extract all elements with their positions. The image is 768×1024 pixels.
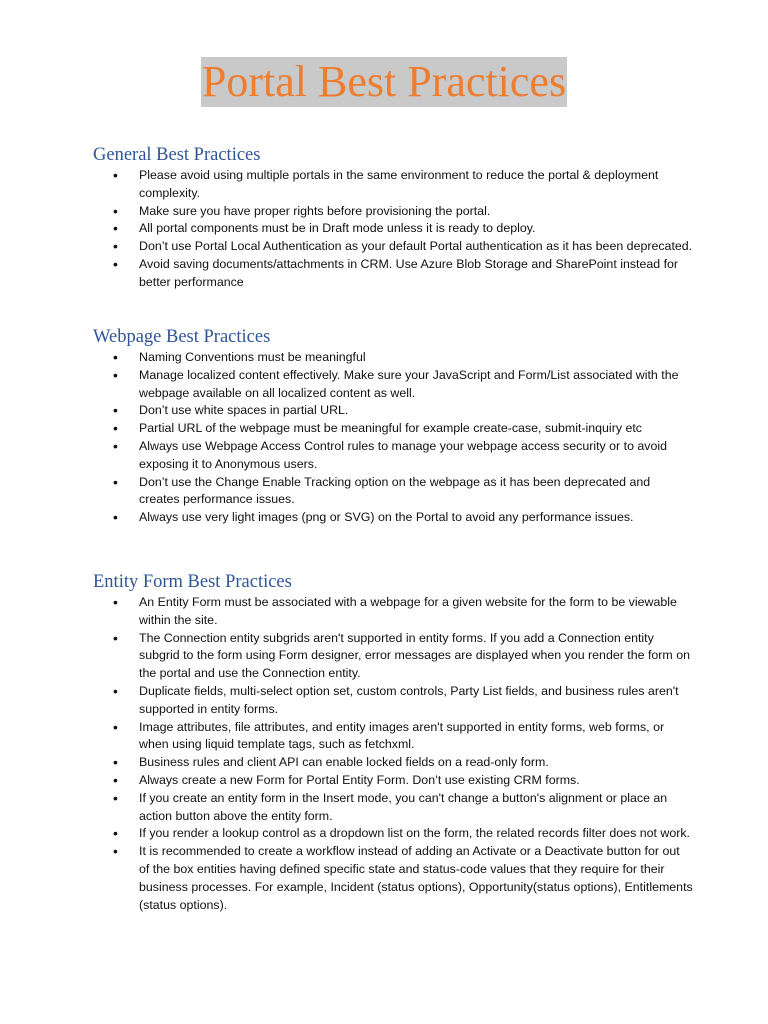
list-item: • Don’t use white spaces in partial URL. bbox=[93, 402, 693, 420]
list-item: • Manage localized content effectively. Make sure your JavaScript and Form/List associated with the webpage available on all localized content as well. bbox=[93, 367, 693, 403]
list-item: • Don’t use Portal Local Authentication as your default Portal authentication as it has been deprecated. bbox=[93, 238, 693, 256]
section-heading-general: General Best Practices bbox=[93, 145, 261, 165]
list-item: • Business rules and client API can enable locked fields on a read-only form. bbox=[93, 754, 693, 772]
general-section bbox=[93, 144, 693, 292]
list-item: • Partial URL of the webpage must be meaningful for example create-case, submit-inquiry etc bbox=[93, 420, 693, 438]
bullet-list-entity-form bbox=[93, 594, 693, 914]
list-item: • All portal components must be in Draft mode unless it is ready to deploy. bbox=[93, 220, 693, 238]
list-item: • Always create a new Form for Portal Entity Form. Don’t use existing CRM forms. bbox=[93, 772, 693, 790]
webpage-section bbox=[93, 326, 693, 527]
list-item: • The Connection entity subgrids aren't supported in entity forms. If you add a Connection entity subgrid to the form using Form designer, error messages are displayed when you render the form on the portal and use the Connection entity. bbox=[93, 630, 693, 683]
list-item: • Please avoid using multiple portals in the same environment to reduce the portal & deployment complexity. bbox=[93, 167, 693, 203]
title-container bbox=[0, 57, 768, 107]
section-heading-webpage: Webpage Best Practices bbox=[93, 327, 271, 347]
list-item: • Avoid saving documents/attachments in CRM. Use Azure Blob Storage and SharePoint instead for better performance bbox=[93, 256, 693, 292]
list-item: • It is recommended to create a workflow instead of adding an Activate or a Deactivate button for out of the box entities having defined specific state and status-code values that they require for their business processes. For example, Incident (status options), Opportunity(status options), Entitlements (status options). bbox=[93, 843, 693, 914]
list-item: • An Entity Form must be associated with a webpage for a given website for the form to be viewable within the site. bbox=[93, 594, 693, 630]
entity-form-section bbox=[93, 571, 693, 914]
list-item: • Always use very light images (png or SVG) on the Portal to avoid any performance issues. bbox=[93, 509, 693, 527]
bullet-list-general bbox=[93, 167, 693, 292]
section-heading-entity-form: Entity Form Best Practices bbox=[93, 572, 292, 592]
list-item: • Make sure you have proper rights before provisioning the portal. bbox=[93, 203, 693, 221]
page-title: Portal Best Practices bbox=[201, 57, 567, 106]
list-item: • If you render a lookup control as a dropdown list on the form, the related records filter does not work. bbox=[93, 825, 693, 843]
list-item: • Don’t use the Change Enable Tracking option on the webpage as it has been deprecated and creates performance issues. bbox=[93, 474, 693, 510]
list-item: • Always use Webpage Access Control rules to manage your webpage access security or to avoid exposing it to Anonymous users. bbox=[93, 438, 693, 474]
list-item: • Naming Conventions must be meaningful bbox=[93, 349, 693, 367]
list-item: • Duplicate fields, multi-select option set, custom controls, Party List fields, and business rules aren't supported in entity forms. bbox=[93, 683, 693, 719]
list-item: • Image attributes, file attributes, and entity images aren't supported in entity forms, web forms, or when using liquid template tags, such as fetchxml. bbox=[93, 719, 693, 755]
bullet-list-webpage bbox=[93, 349, 693, 527]
list-item: • If you create an entity form in the Insert mode, you can't change a button's alignment or place an action button above the entity form. bbox=[93, 790, 693, 826]
